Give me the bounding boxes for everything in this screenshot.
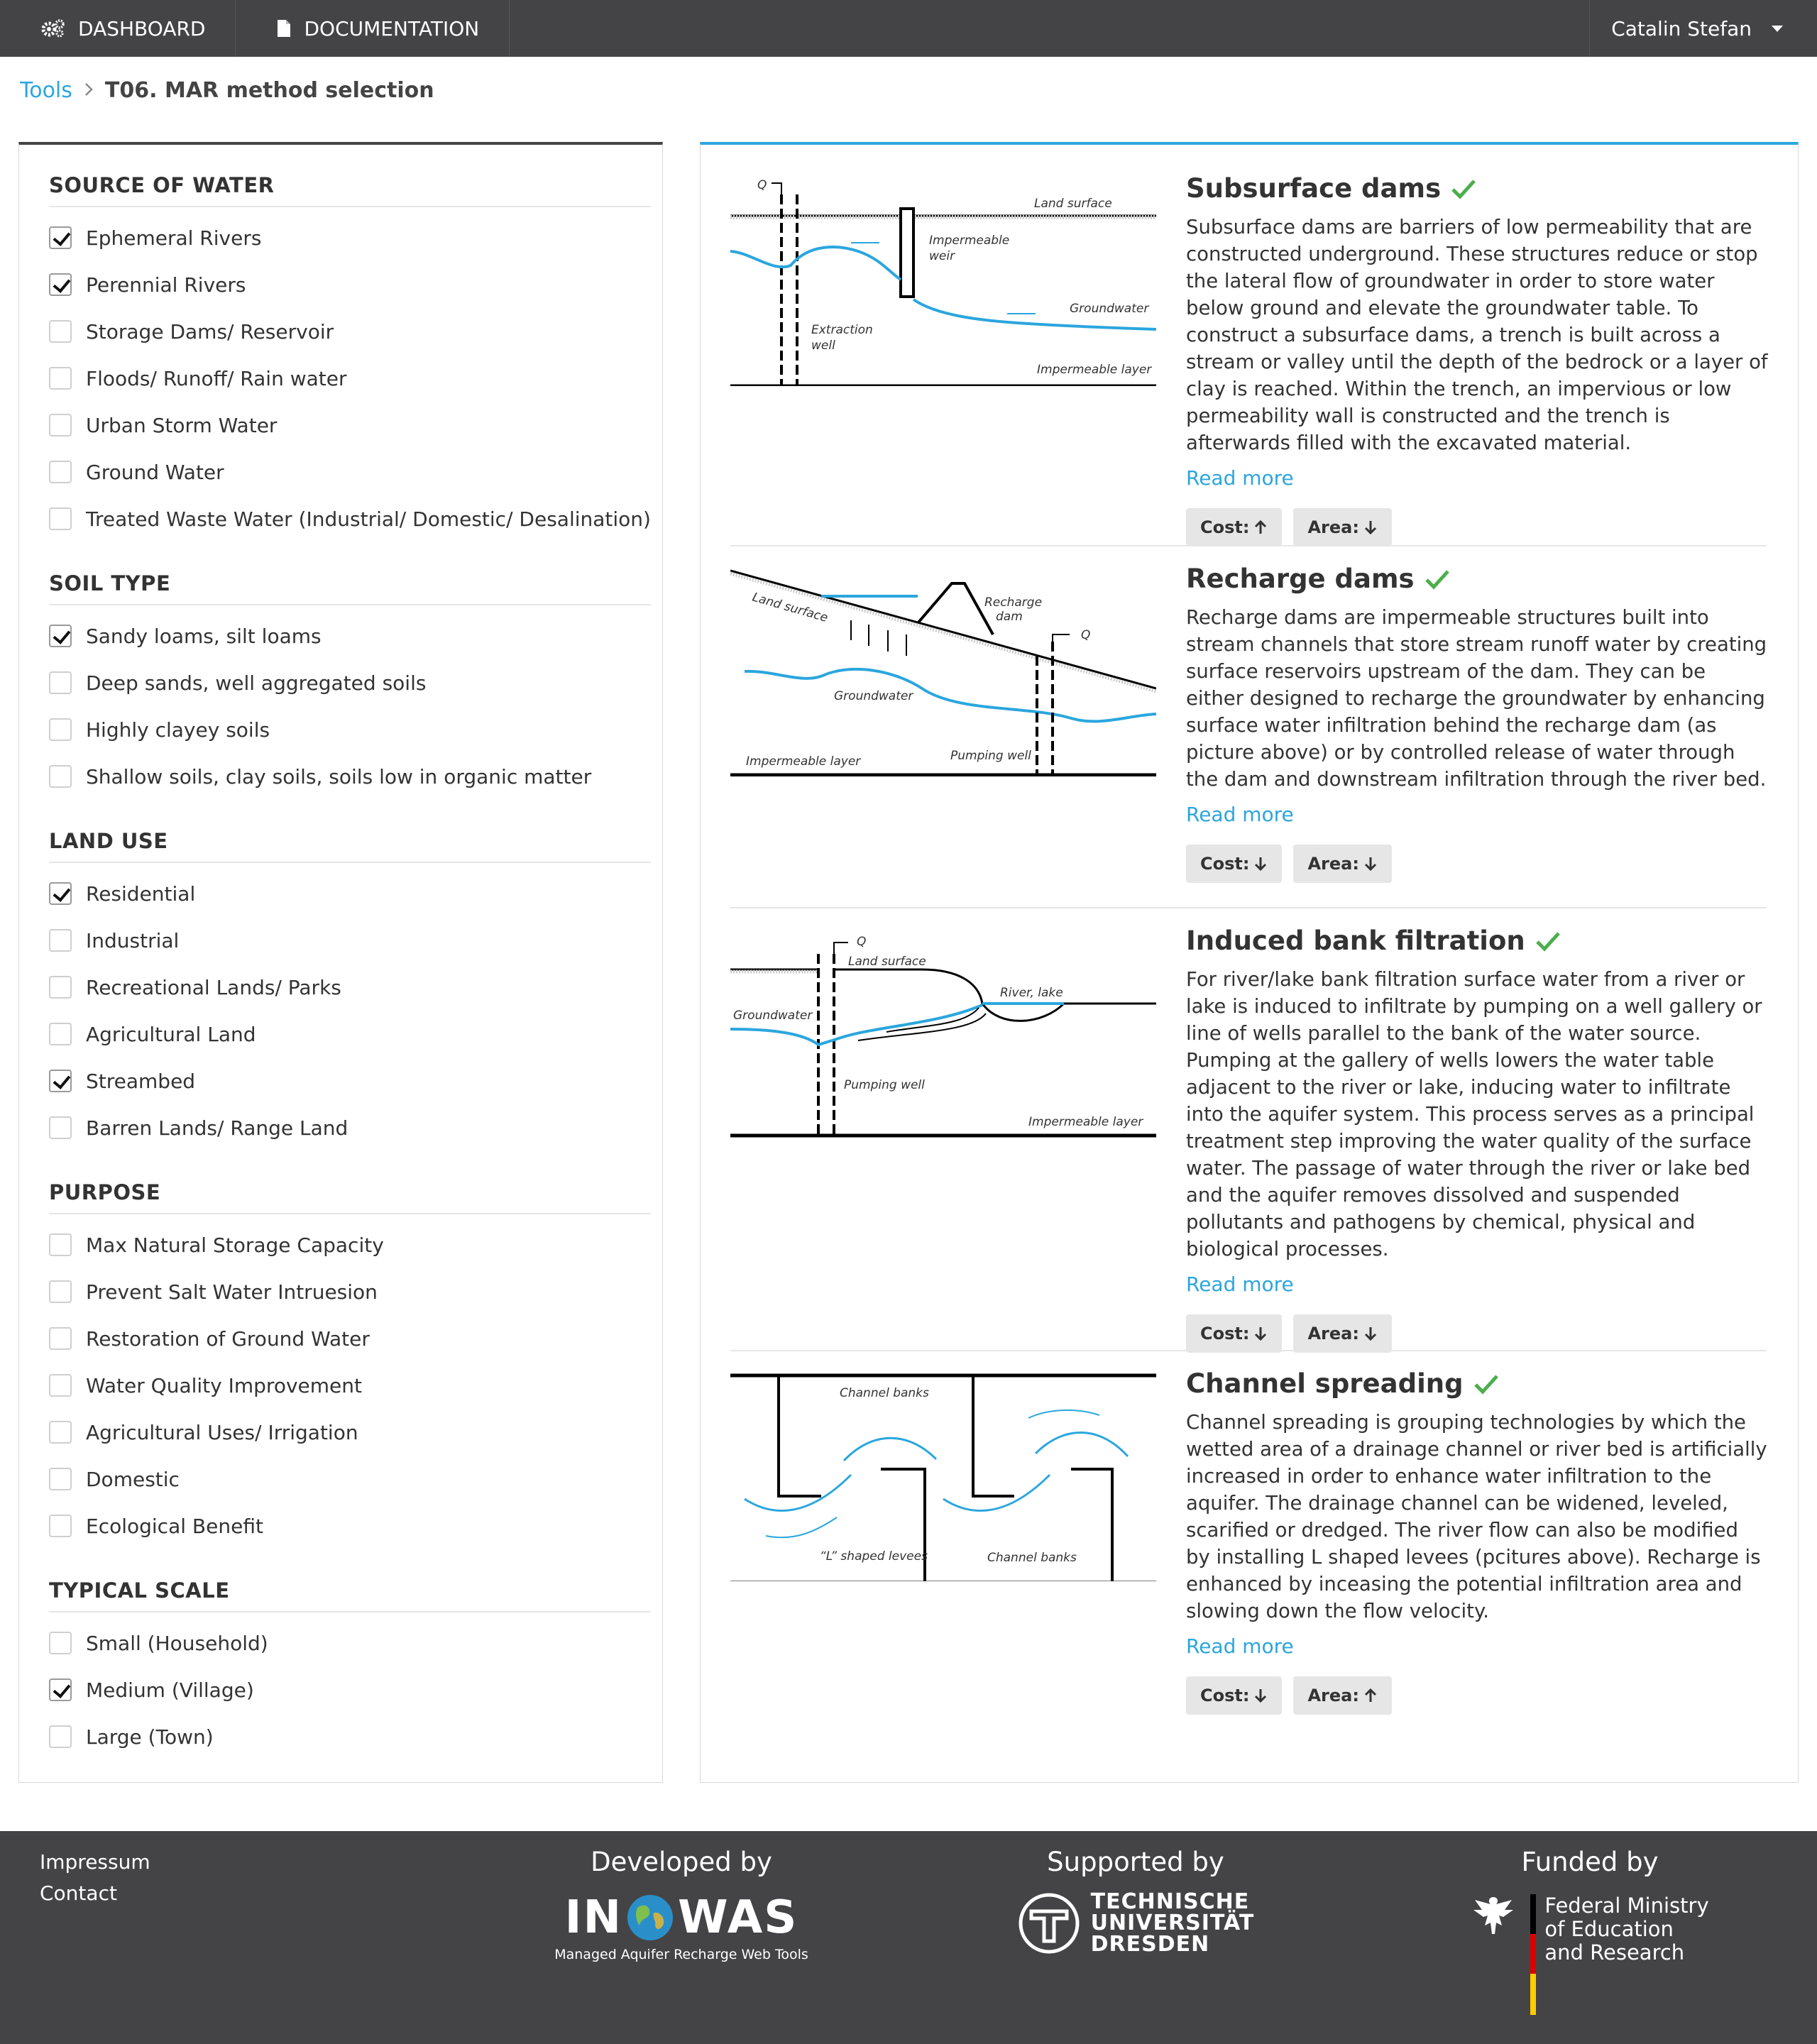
- filter-group-title: LAND USE: [49, 829, 651, 863]
- filter-option[interactable]: [49, 214, 651, 261]
- filter-option[interactable]: [49, 355, 651, 402]
- checkbox[interactable]: [49, 367, 72, 390]
- arrow-down-icon: [1253, 1688, 1268, 1703]
- bmbf-logo: [1448, 1894, 1732, 2015]
- tu-dresden-logo: [994, 1891, 1278, 1955]
- method-description: For river/lake bank filtration surface water from a river or lake is induced to infiltrate by pumping on a well gallery or line of wells parallel to the bank of the water source. Pumping at the gallery of wells lowers the water table adjacent to the river or lake, inducing water to infiltrate into the aquifer system. This process serves as a principal treatment step improving the water quality of the surface water. The passage of water through the river or lake bed and the aquifer removes dissolved and suspended pollutants and pathogens by chemical, physical and biological processes.: [1186, 968, 1762, 1260]
- checkbox[interactable]: [49, 461, 72, 483]
- method-description: Channel spreading is grouping technologies by which the wetted area of a drainage channel or river bed is artificially increased in order to enhance water infiltration to the aquifer. The drainage channel can be widened, leveled, scarified or dredged. The river flow can also be modified by installing L shaped levees (pcitures above). Recharge is enhanced by inceasing the potential infiltration area and slowing down the flow velocity.: [1186, 1411, 1767, 1622]
- inowas-logo-left: IN: [564, 1891, 623, 1944]
- developed-by-title: Developed by: [591, 1847, 772, 1877]
- method-title-text: Induced bank filtration: [1186, 925, 1525, 956]
- filter-group-title: PURPOSE: [49, 1180, 651, 1214]
- checkmark-icon: [1451, 178, 1476, 199]
- breadcrumb-current: T06. MAR method selection: [104, 78, 434, 103]
- filter-option[interactable]: [49, 1620, 651, 1666]
- checkbox[interactable]: [49, 226, 72, 249]
- checkbox[interactable]: [49, 765, 72, 788]
- method-title: [1186, 925, 1768, 956]
- filter-option-label: Shallow soils, clay soils, soils low in organic matter: [86, 764, 592, 789]
- filter-option[interactable]: [49, 449, 651, 495]
- area-label: Area:: [1307, 1686, 1359, 1705]
- checkmark-icon: [1424, 568, 1450, 590]
- filter-option[interactable]: [49, 1268, 651, 1315]
- checkbox[interactable]: [49, 1468, 72, 1490]
- filter-option-label: Ecological Benefit: [86, 1514, 263, 1538]
- checkmark-icon: [1535, 930, 1561, 952]
- fig-label: Land surface: [848, 955, 926, 969]
- checkmark-icon: [1473, 1373, 1499, 1395]
- method-description: Recharge dams are impermeable structures built into stream channels that store stream runoff water by creating surface reservoirs upstream of the dam. They can be either designed to recharge the groundwater by enhancing surface water infiltration behind the recharge dam (as picture above) or by controlled release of water through the dam and downstream infiltration through the river bed.: [1186, 606, 1767, 791]
- footer: [0, 1831, 1817, 2044]
- bank-filtration-diagram: [730, 925, 1156, 1141]
- german-flag-stripe: [1530, 1894, 1536, 2015]
- chevron-right-icon: [84, 78, 94, 103]
- filter-option[interactable]: [49, 402, 651, 449]
- filter-group-title: SOIL TYPE: [49, 571, 651, 605]
- divider: [730, 545, 1767, 546]
- checkbox[interactable]: [49, 1421, 72, 1444]
- method-body: [1186, 1368, 1768, 1715]
- filter-option[interactable]: [49, 870, 651, 917]
- area-badge: [1293, 845, 1391, 883]
- method-tags: [1186, 1676, 1768, 1715]
- filter-option-label: Treated Waste Water (Industrial/ Domestic/ Desalination): [86, 507, 651, 531]
- checkbox[interactable]: [49, 976, 72, 999]
- filter-option-label: Ground Water: [86, 460, 224, 484]
- tud-line: TECHNISCHE: [1090, 1889, 1250, 1914]
- filter-option-label: Sandy loams, silt loams: [86, 624, 322, 648]
- checkbox[interactable]: [49, 1632, 72, 1654]
- cost-label: Cost:: [1200, 854, 1250, 874]
- area-label: Area:: [1307, 854, 1359, 874]
- filter-group-source-of-water: [49, 173, 651, 542]
- method-body: [1186, 173, 1768, 546]
- filter-option[interactable]: [49, 1221, 651, 1268]
- read-more-link[interactable]: Read more: [1186, 466, 1294, 490]
- funded-by-title: Funded by: [1521, 1847, 1659, 1877]
- arrow-down-icon: [1363, 520, 1378, 535]
- method-title: [1186, 1368, 1768, 1399]
- fig-label: Q: [757, 178, 767, 192]
- user-menu[interactable]: [1589, 0, 1817, 57]
- fig-label: Groundwater: [834, 689, 913, 703]
- tu-dresden-text: [1091, 1891, 1255, 1955]
- fig-label: “L” shaped levees: [820, 1549, 928, 1564]
- filter-group-typical-scale: [49, 1578, 651, 1760]
- cost-label: Cost:: [1200, 1686, 1250, 1705]
- footer-funded-by: [1448, 1847, 1732, 2015]
- method-tags: [1186, 508, 1768, 546]
- arrow-down-icon: [1253, 1326, 1268, 1341]
- fig-label: Q: [1081, 628, 1091, 642]
- cost-label: Cost:: [1200, 517, 1250, 537]
- filter-option-label: Barren Lands/ Range Land: [86, 1116, 348, 1140]
- checkbox[interactable]: [49, 882, 72, 905]
- cost-badge: [1186, 1676, 1282, 1715]
- globe-icon: [625, 1893, 675, 1943]
- divider: [730, 907, 1767, 908]
- filter-option-label: Deep sands, well aggregated soils: [86, 671, 427, 695]
- cost-badge: [1186, 845, 1282, 883]
- filter-option-label: Residential: [86, 881, 196, 906]
- inowas-subtitle: Managed Aquifer Recharge Web Tools: [554, 1947, 808, 1962]
- filter-option-label: Domestic: [86, 1467, 180, 1491]
- filter-option-label: Agricultural Uses/ Irrigation: [86, 1420, 358, 1444]
- area-label: Area:: [1307, 517, 1359, 537]
- nav-dashboard-label: DASHBOARD: [78, 16, 206, 40]
- footer-links: [40, 1847, 150, 1909]
- filter-group-land-use: [49, 829, 651, 1151]
- method-title-text: Channel spreading: [1186, 1368, 1464, 1399]
- arrow-up-icon: [1363, 1688, 1378, 1703]
- arrow-down-icon: [1363, 1326, 1378, 1341]
- filter-option[interactable]: [49, 659, 651, 706]
- filter-option-label: Urban Storm Water: [86, 413, 278, 437]
- fig-label: Impermeable: [929, 233, 1010, 248]
- filter-group-purpose: [49, 1180, 651, 1549]
- filter-option-label: Agricultural Land: [86, 1022, 256, 1046]
- method-title-text: Subsurface dams: [1186, 173, 1442, 204]
- fig-label: Land surface: [750, 590, 830, 626]
- arrow-down-icon: [1363, 856, 1378, 872]
- filter-option[interactable]: [49, 261, 651, 308]
- read-more-link[interactable]: Read more: [1186, 1634, 1294, 1658]
- filter-option-label: Storage Dams/ Reservoir: [86, 319, 334, 344]
- checkbox[interactable]: [49, 1678, 72, 1701]
- checkbox[interactable]: [49, 414, 72, 436]
- method-body: [1186, 925, 1768, 1353]
- top-navbar: [0, 0, 1817, 57]
- checkbox[interactable]: [49, 1233, 72, 1256]
- fig-label: dam: [996, 610, 1023, 624]
- filter-option[interactable]: [49, 964, 651, 1011]
- fig-label: Channel banks: [987, 1551, 1077, 1565]
- breadcrumb: [20, 78, 434, 103]
- filter-option[interactable]: [49, 1362, 651, 1409]
- supported-by-title: Supported by: [1047, 1847, 1224, 1877]
- fig-label: River, lake: [1000, 986, 1063, 1000]
- filter-option[interactable]: [49, 1409, 651, 1456]
- area-badge: [1293, 508, 1391, 546]
- fig-label: Impermeable layer: [746, 754, 861, 769]
- breadcrumb-tools-link[interactable]: Tools: [20, 78, 72, 103]
- filter-option[interactable]: [49, 1502, 651, 1549]
- filter-option-label: Floods/ Runoff/ Rain water: [86, 366, 347, 390]
- method-tags: [1186, 1314, 1768, 1353]
- filter-option-label: Restoration of Ground Water: [86, 1326, 370, 1351]
- channel-spreading-diagram: [730, 1368, 1156, 1584]
- inowas-logo-right: WAS: [678, 1891, 798, 1944]
- checkbox[interactable]: [49, 320, 72, 343]
- impressum-link[interactable]: Impressum: [40, 1850, 150, 1874]
- checkbox[interactable]: [49, 1374, 72, 1397]
- footer-supported-by: [994, 1847, 1278, 1955]
- fig-label: Q: [857, 935, 867, 949]
- filter-option[interactable]: [49, 308, 651, 355]
- footer-developed-by: [539, 1847, 823, 1962]
- filter-option-label: Ephemeral Rivers: [86, 226, 262, 250]
- fig-label: Land surface: [1034, 197, 1112, 211]
- subsurface-dam-diagram: [730, 173, 1156, 389]
- cost-label: Cost:: [1200, 1324, 1250, 1344]
- filter-option-label: Highly clayey soils: [86, 718, 270, 742]
- checkbox[interactable]: [49, 1725, 72, 1748]
- filter-option-label: Max Natural Storage Capacity: [86, 1233, 384, 1257]
- method-title: [1186, 173, 1768, 204]
- nav-documentation-label: DOCUMENTATION: [304, 16, 480, 40]
- tud-line: DRESDEN: [1090, 1932, 1210, 1957]
- filter-option[interactable]: [49, 612, 651, 659]
- fig-label: Recharge: [984, 595, 1043, 610]
- filter-group-title: TYPICAL SCALE: [49, 1578, 651, 1612]
- tud-line: UNIVERSITÄT: [1090, 1911, 1255, 1935]
- area-badge: [1293, 1314, 1391, 1353]
- filter-option[interactable]: [49, 1666, 651, 1713]
- filter-option[interactable]: [49, 1011, 651, 1057]
- results-panel: [700, 142, 1799, 1783]
- checkbox[interactable]: [49, 1280, 72, 1303]
- method-title: [1186, 564, 1768, 594]
- federal-eagle-icon: [1471, 1894, 1516, 1937]
- filter-option-label: Large (Town): [86, 1725, 214, 1749]
- checkbox[interactable]: [49, 1116, 72, 1139]
- filter-option[interactable]: [49, 706, 651, 753]
- method-title-text: Recharge dams: [1186, 564, 1415, 594]
- arrow-up-icon: [1253, 520, 1268, 535]
- recharge-dam-diagram: [730, 564, 1156, 779]
- checkbox[interactable]: [49, 1327, 72, 1350]
- fig-label: Channel banks: [840, 1386, 929, 1400]
- arrow-down-icon: [1253, 856, 1268, 872]
- bmbf-line: and Research: [1544, 1940, 1685, 1965]
- fig-label: Impermeable layer: [1028, 1115, 1143, 1129]
- checkbox[interactable]: [49, 507, 72, 530]
- filter-group-title: SOURCE OF WATER: [49, 173, 651, 207]
- method-tags: [1186, 845, 1768, 883]
- read-more-link[interactable]: Read more: [1186, 803, 1294, 826]
- filter-option[interactable]: [49, 917, 651, 964]
- filter-option[interactable]: [49, 1315, 651, 1362]
- method-description: Subsurface dams are barriers of low permeability that are constructed underground. These structures reduce or stop the lateral flow of groundwater in order to store water below ground and elevate the groundwater table. To construct a subsurface dams, a trench is built across a stream or valley until the depth of the bedrock or a layer of clay is reached. Within the trench, an impervious or low permeability wall is constructed and the trench is afterwards filled with the excavated material.: [1186, 216, 1768, 454]
- checkbox[interactable]: [49, 1515, 72, 1537]
- filter-option[interactable]: [49, 1104, 651, 1151]
- fig-label: Impermeable layer: [1037, 363, 1152, 377]
- filter-option[interactable]: [49, 1057, 651, 1104]
- filter-option-label: Water Quality Improvement: [86, 1373, 362, 1397]
- read-more-link[interactable]: Read more: [1186, 1273, 1294, 1296]
- filter-panel: [18, 142, 663, 1783]
- filter-option-label: Prevent Salt Water Intruesion: [86, 1280, 378, 1304]
- checkbox[interactable]: [49, 1070, 72, 1092]
- checkbox[interactable]: [49, 1023, 72, 1045]
- area-badge: [1293, 1676, 1391, 1715]
- checkbox[interactable]: [49, 671, 72, 694]
- bmbf-line: of Education: [1544, 1917, 1674, 1941]
- fig-label: well: [811, 339, 835, 353]
- cost-badge: [1186, 508, 1282, 546]
- bmbf-text: [1544, 1894, 1708, 1965]
- user-name: Catalin Stefan: [1611, 16, 1752, 40]
- filter-option[interactable]: [49, 1456, 651, 1502]
- document-icon: [277, 19, 291, 38]
- filter-option-label: Streambed: [86, 1069, 196, 1093]
- bmbf-line: Federal Ministry: [1544, 1894, 1709, 1918]
- filter-option-label: Medium (Village): [86, 1678, 254, 1702]
- nav-documentation[interactable]: [236, 0, 510, 57]
- gears-icon: [41, 19, 65, 38]
- filter-option-label: Industrial: [86, 928, 180, 952]
- fig-label: Groundwater: [1070, 302, 1149, 316]
- filter-option-label: Perennial Rivers: [86, 273, 246, 297]
- filter-option[interactable]: [49, 495, 651, 542]
- fig-label: Extraction: [811, 323, 873, 337]
- filter-option-label: Recreational Lands/ Parks: [86, 975, 341, 999]
- fig-label: Pumping well: [844, 1078, 925, 1092]
- area-label: Area:: [1307, 1324, 1359, 1344]
- nav-dashboard[interactable]: [0, 0, 236, 57]
- inowas-logo: [539, 1891, 823, 1944]
- divider: [730, 1350, 1767, 1351]
- filter-group-soil-type: [49, 571, 651, 800]
- fig-label: Groundwater: [733, 1009, 813, 1023]
- method-body: [1186, 564, 1768, 883]
- filter-option-label: Small (Household): [86, 1631, 268, 1655]
- checkbox[interactable]: [49, 625, 72, 647]
- checkbox[interactable]: [49, 273, 72, 296]
- contact-link[interactable]: Contact: [40, 1881, 117, 1905]
- checkbox[interactable]: [49, 718, 72, 741]
- filter-option[interactable]: [49, 753, 651, 800]
- filter-option[interactable]: [49, 1713, 651, 1760]
- checkbox[interactable]: [49, 929, 72, 952]
- caret-down-icon: [1772, 26, 1783, 32]
- fig-label: Pumping well: [950, 749, 1031, 763]
- tu-dresden-emblem-icon: [1017, 1891, 1081, 1955]
- fig-label: weir: [929, 249, 955, 263]
- cost-badge: [1186, 1314, 1282, 1353]
